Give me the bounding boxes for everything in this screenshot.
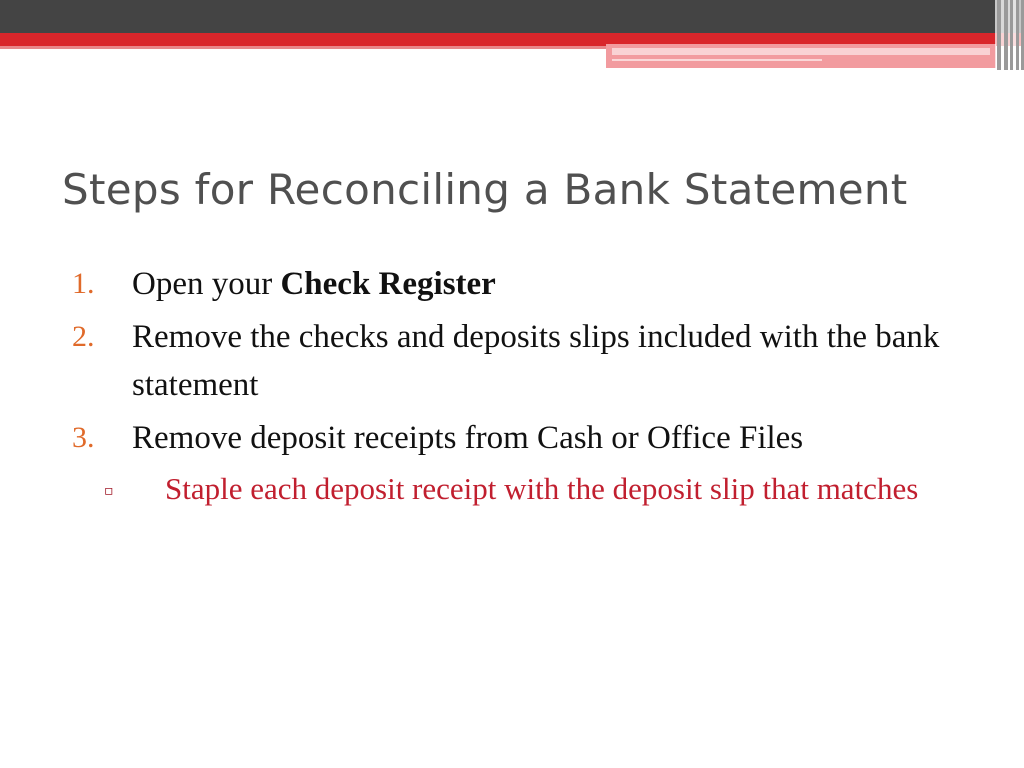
sub-list-item [0,467,1024,511]
header-pink-highlight [612,48,990,55]
slide-title: Steps for Reconciling a Bank Statement [62,165,908,214]
square-bullet-icon: ▫ [104,483,114,499]
list-item-text: Remove the checks and deposits slips included with the bank statement [132,319,940,403]
list-number: 3. [72,421,95,454]
header-corner-highlight [1019,0,1021,70]
header-red-accent-line [0,46,608,49]
header-corner-highlight [1001,0,1004,70]
list-item [0,260,1024,308]
sub-list-item-text: Staple each deposit receipt with the deposit slip that matches [165,471,919,506]
list-item [0,313,1024,409]
header-corner-highlight [1008,0,1010,70]
list-item-text-bold: Check Register [280,266,496,302]
list-number: 2. [72,320,95,353]
header-corner-highlight [995,0,997,70]
list-item-text [132,260,962,308]
header-dark-bar [0,0,1024,33]
header-pink-line [612,59,822,61]
slide-body [0,260,1024,511]
list-item [0,414,1024,462]
header-corner-highlight [1013,0,1016,70]
list-number: 1. [72,267,95,300]
list-item-text: Remove deposit receipts from Cash or Office Files [132,420,804,456]
list-item-text-regular: Open your [132,266,281,302]
